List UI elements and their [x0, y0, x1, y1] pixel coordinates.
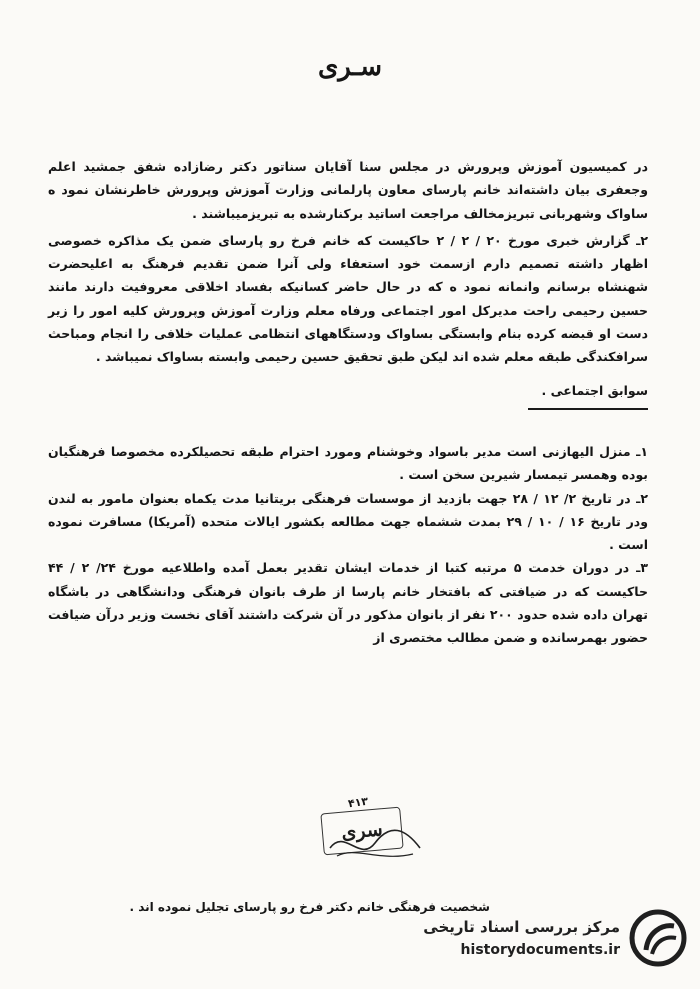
section-item: ۳ـ در دوران خدمت ۵ مرتبه کتبا از خدمات ایشان تقدیر بعمل آمده واطلاعیه مورخ ۲۴/ ۲ / ۴۴ حاکیست که در ضیافتی که بافتخار خانم پارسا از طرف بانوان فرهنگی ودانشگاهی در باشگاه تهران داده شده حدود ۲۰۰ نفر از بانوان مذکور در آن شرکت داشتند آقای نخست وزیر درآن ضیافت حضور بهمرسانده و ضمن مطالب مختصری از [48, 560, 648, 646]
archive-logo-icon [628, 908, 688, 968]
intro-paragraph: در کمیسیون آموزش وپرورش در مجلس سنا آقایان سناتور دکتر رضازاده شفق جمشید اعلم وجعفری بیان داشته‌اند خانم پارسای معاون پارلمانی وزارت آموزش وپرورش خاطرنشان نمود ه ساواک وشهربانی تبریزمخالف مراجعت اساتید برکنارشده به تبریزمیباشند . [48, 159, 648, 221]
document-body [48, 155, 648, 650]
watermark-url: historydocuments.ir [460, 942, 620, 958]
footer-note: شخصیت فرهنگی خانم دکتر فرخ رو پارسای تجلیل نموده اند . [129, 900, 490, 914]
stamp-code: ۴۱۳ [347, 794, 369, 811]
section-item: ۱ـ منزل الیهازنی است مدیر باسواد وخوشنام ومورد احترام طبقه تحصیلکرده مخصوصا فرهنگیان بوده وهمسر تیمسار شیرین سخن است . [48, 443, 648, 483]
report-paragraph: ۲ـ گزارش خبری مورخ ۲۰ / ۲ / ۲ حاکیست که خانم فرخ رو پارسای ضمن یک مذاکره خصوصی اظهار داشته تصمیم دارم ازسمت خود استعفاء ولی آنرا ضمن تقدیم فرهنگ به اعلیحضرت شهنشاه برسانم وانمانه نمود ه که در حال حاضر کسانیکه بفساد اخلاقی معروفیت دارند مانند حسین رحیمی راحت مدیرکل امور اجتماعی ورفاه معلم وزارت آموزش وپرورش کلیه امور را زیر دست او قبضه کرده بنام وابستگی بساواک ودستگاههای انتظامی عملیات خلافی را انجام ومباحث سرافکندگی طبقه معلم شده اند لیکن طبق تحقیق حسین رحیمی وابسته بساواک نمیباشد . [48, 232, 648, 365]
section-heading: سوابق اجتماعی . [528, 369, 648, 410]
secret-stamp: سری [320, 807, 403, 856]
classification-heading: سـرى [317, 52, 383, 82]
section-item: ۲ـ در تاریخ ۲/ ۱۲ / ۲۸ جهت بازدید از موسسات فرهنگی بریتانیا مدت یکماه بعنوان مامور به لندن ودر تاریخ ۱۶ / ۱۰ / ۲۹ بمدت ششماه جهت مطالعه بکشور ایالات متحده (آمریکا) مسافرت نموده است . [48, 490, 648, 553]
watermark [416, 899, 688, 977]
watermark-title: مرکز بررسی اسناد تاریخی [423, 918, 620, 936]
signature-mark [325, 818, 425, 868]
social-record-section [48, 440, 648, 650]
